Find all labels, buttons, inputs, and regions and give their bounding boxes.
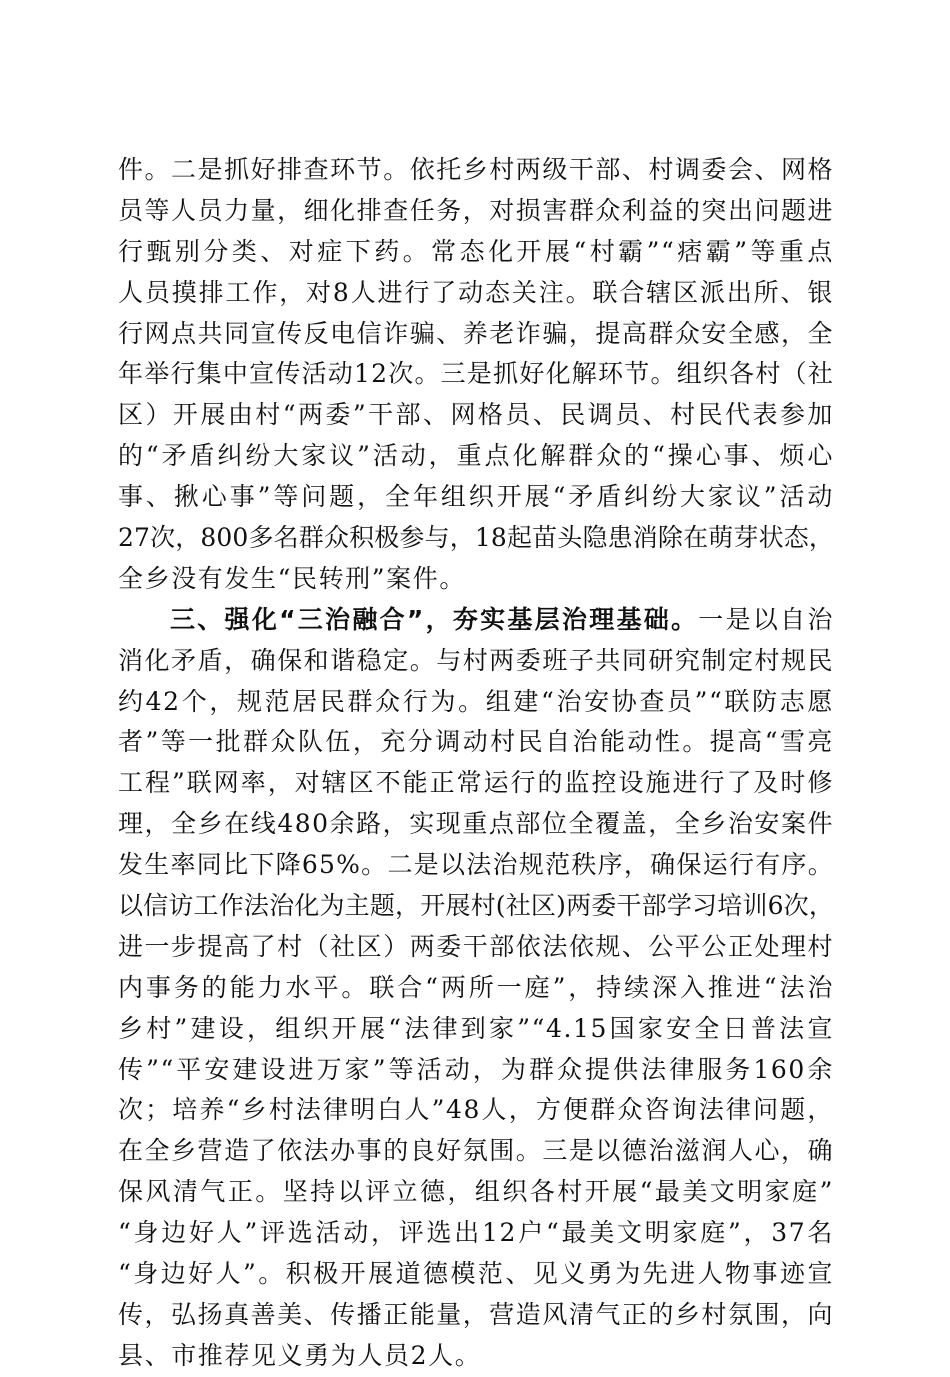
text-line: 年举行集中宣传活动12次。三是抓好化解环节。组织各村（社 bbox=[118, 359, 834, 389]
text-line: 件。二是抓好排查环节。依托乡村两级干部、村调委会、网格 bbox=[118, 155, 834, 184]
text-line: 行甄别分类、对症下药。常态化开展“村霸”“痞霸”等重点 bbox=[118, 236, 834, 266]
text-line: 区）开展由村“两委”干部、网格员、民调员、村民代表参加 bbox=[118, 400, 834, 430]
text-line: 理，全乡在线480余路，实现重点部位全覆盖，全乡治安案件 bbox=[118, 809, 834, 839]
text-line: 27次，800多名群众积极参与，18起苗头隐患消除在萌芽状态， bbox=[118, 523, 834, 553]
text-line: 内事务的能力水平。联合“两所一庭”，持续深入推进“法治 bbox=[118, 972, 834, 1002]
text-line: 在全乡营造了依法办事的良好氛围。三是以德治滋润人心，确 bbox=[118, 1136, 834, 1166]
text-line: 约42个，规范居民群众行为。组建“治安协查员”“联防志愿 bbox=[118, 686, 834, 716]
text-line: “身边好人”。积极开展道德模范、见义勇为先进人物事迹宣 bbox=[118, 1259, 834, 1289]
text-line: 者”等一批群众队伍，充分调动村民自治能动性。提高“雪亮 bbox=[118, 727, 834, 757]
text-line: 进一步提高了村（社区）两委干部依法依规、公平公正处理村 bbox=[118, 931, 834, 961]
text-line: 县、市推荐见义勇为人员2人。 bbox=[118, 1340, 482, 1370]
text-line: 发生率同比下降65%。二是以法治规范秩序，确保运行有序。 bbox=[118, 850, 834, 880]
text-line: 事、揪心事”等问题，全年组织开展“矛盾纠纷大家议”活动 bbox=[118, 482, 834, 512]
text-line: 全乡没有发生“民转刑”案件。 bbox=[118, 563, 466, 593]
text-line: 行网点共同宣传反电信诈骗、养老诈骗，提高群众安全感，全 bbox=[118, 318, 834, 348]
text-line: 次；培养“乡村法律明白人”48人，方便群众咨询法律问题， bbox=[118, 1095, 834, 1125]
text-line: 乡村”建设，组织开展“法律到家”“4.15国家安全日普法宣 bbox=[118, 1013, 834, 1043]
text-line: “身边好人”评选活动，评选出12户“最美文明家庭”，37名 bbox=[118, 1218, 834, 1248]
section-3-heading: 三、强化“三治融合”，夯实基层治理基础。 bbox=[170, 604, 699, 634]
text-line: 传，弘扬真善美、传播正能量，营造风清气正的乡村氛围，向 bbox=[118, 1299, 834, 1329]
text-line: 消化矛盾，确保和谐稳定。与村两委班子共同研究制定村规民 bbox=[118, 645, 834, 675]
text-line: 保风清气正。坚持以评立德，组织各村开展“最美文明家庭” bbox=[118, 1177, 834, 1207]
text-line: 传”“平安建设进万家”等活动，为群众提供法律服务160余 bbox=[118, 1054, 834, 1084]
text-line: 的“矛盾纠纷大家议”活动，重点化解群众的“操心事、烦心 bbox=[118, 441, 834, 471]
text-line: 员等人员力量，细化排查任务，对损害群众利益的突出问题进 bbox=[118, 195, 834, 225]
text-line: 人员摸排工作，对8人进行了动态关注。联合辖区派出所、银 bbox=[118, 277, 834, 307]
section-3-first-line bbox=[118, 600, 834, 641]
body-text bbox=[118, 150, 834, 1377]
text-line: 以信访工作法治化为主题，开展村(社区)两委干部学习培训6次， bbox=[118, 891, 834, 921]
text-line-fragment: 一是以自治 bbox=[698, 604, 834, 634]
text-line: 工程”联网率，对辖区不能正常运行的监控设施进行了及时修 bbox=[118, 768, 834, 798]
